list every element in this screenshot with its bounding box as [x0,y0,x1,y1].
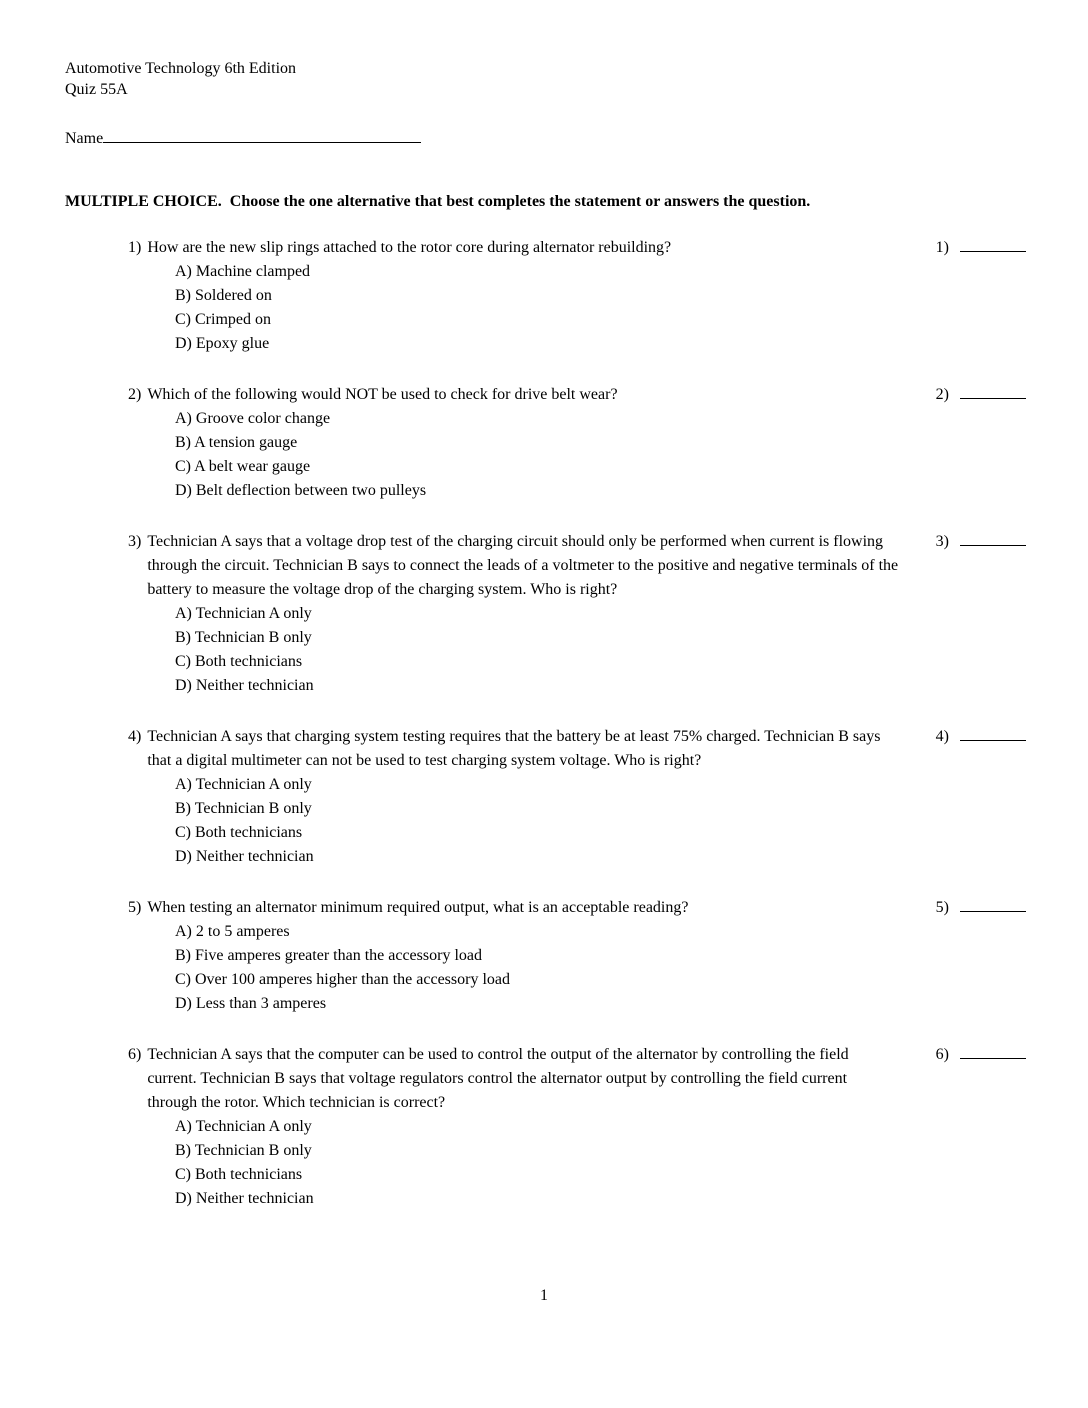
question-line [128,383,900,407]
question-block [65,896,1026,1016]
choice-b: B) Five amperes greater than the accessory load [175,947,482,964]
choice-b: B) Technician B only [175,800,312,817]
choice-a: A) Machine clamped [175,263,311,280]
question-main [128,1043,900,1211]
choice-b: B) Soldered on [175,287,272,304]
choice-a: A) Groove color change [175,410,331,427]
name-label: Name [65,130,104,147]
answer-blank-line[interactable] [960,1044,1026,1059]
question-block [65,236,1026,356]
choice-d: D) Neither technician [175,677,314,694]
question-text: Technician A says that a voltage drop test of the charging circuit should only be performed when current is flowing through the circuit. Technician B says to connect the leads of a voltmeter to the positive and negative terminals of the battery to measure the voltage drop of the charging system. Who is right? [147,533,899,598]
choices-list [175,1115,900,1211]
choice-a: A) Technician A only [175,605,312,622]
choice-d: D) Belt deflection between two pulleys [175,482,427,499]
answer-number: 6) [935,1046,949,1063]
choice-d: D) Neither technician [175,1190,314,1207]
question-line [128,725,900,773]
name-row [65,127,1026,150]
choice-c: C) Both technicians [175,824,303,841]
choice-c: C) Crimped on [175,311,271,328]
choices-list [175,260,900,356]
question-main [128,236,900,356]
question-block [65,725,1026,869]
answer-blank-line[interactable] [960,384,1026,399]
question-text: How are the new slip rings attached to the rotor core during alternator rebuilding? [147,239,672,256]
answer-area [936,896,1026,920]
choice-c: C) Both technicians [175,653,303,670]
question-block [65,530,1026,698]
choice-d: D) Less than 3 amperes [175,995,327,1012]
question-text: Technician A says that the computer can be used to control the output of the alternator by controlling the field current. Technician B says that voltage regulators control the alternator output by controlling the field current through the rotor. Which technician is correct? [147,1046,849,1111]
question-text: When testing an alternator minimum required output, what is an acceptable reading? [147,899,689,916]
answer-area [936,1043,1026,1067]
question-block [65,1043,1026,1211]
question-number: 3) [128,533,142,550]
choices-list [175,407,900,503]
answer-blank-line[interactable] [960,237,1026,252]
question-number: 1) [128,239,142,256]
answer-area [936,725,1026,749]
document-header [65,58,1026,100]
answer-number: 1) [935,239,949,256]
answer-blank-line[interactable] [960,531,1026,546]
question-main [128,530,900,698]
choice-a: A) Technician A only [175,776,312,793]
answer-number: 3) [935,533,949,550]
answer-area [936,530,1026,554]
question-main [128,383,900,503]
page-number: 1 [540,1287,548,1304]
answer-area [936,383,1026,407]
question-line [128,530,900,602]
question-line [128,896,900,920]
choice-c: C) Both technicians [175,1166,303,1183]
choices-list [175,602,900,698]
choice-a: A) Technician A only [175,1118,312,1135]
choice-b: B) A tension gauge [175,434,298,451]
choice-c: C) Over 100 amperes higher than the accessory load [175,971,510,988]
answer-number: 2) [935,386,949,403]
answer-blank-line[interactable] [960,726,1026,741]
name-blank-line[interactable] [103,128,421,143]
answer-area [936,236,1026,260]
choice-a: A) 2 to 5 amperes [175,923,290,940]
question-line [128,1043,900,1115]
question-text: Which of the following would NOT be used to check for drive belt wear? [147,386,618,403]
document-title: Automotive Technology 6th Edition [65,60,297,77]
question-number: 5) [128,899,142,916]
question-main [128,725,900,869]
question-text: Technician A says that charging system testing requires that the battery be at least 75% charged. Technician B says that a digital multimeter can not be used to test charging system voltage. Who is right? [147,728,881,769]
choice-c: C) A belt wear gauge [175,458,311,475]
instructions-text: MULTIPLE CHOICE. Choose the one alternative that best completes the statement or answers the question. [65,193,811,210]
question-number: 2) [128,386,142,403]
question-number: 4) [128,728,142,745]
choices-list [175,773,900,869]
quiz-number: Quiz 55A [65,81,128,98]
question-block [65,383,1026,503]
question-line [128,236,900,260]
answer-number: 4) [935,728,949,745]
choice-d: D) Neither technician [175,848,314,865]
question-number: 6) [128,1046,142,1063]
questions-list [65,236,1026,1211]
choice-b: B) Technician B only [175,1142,312,1159]
choice-b: B) Technician B only [175,629,312,646]
answer-blank-line[interactable] [960,897,1026,912]
choices-list [175,920,900,1016]
question-main [128,896,900,1016]
answer-number: 5) [935,899,949,916]
choice-d: D) Epoxy glue [175,335,270,352]
